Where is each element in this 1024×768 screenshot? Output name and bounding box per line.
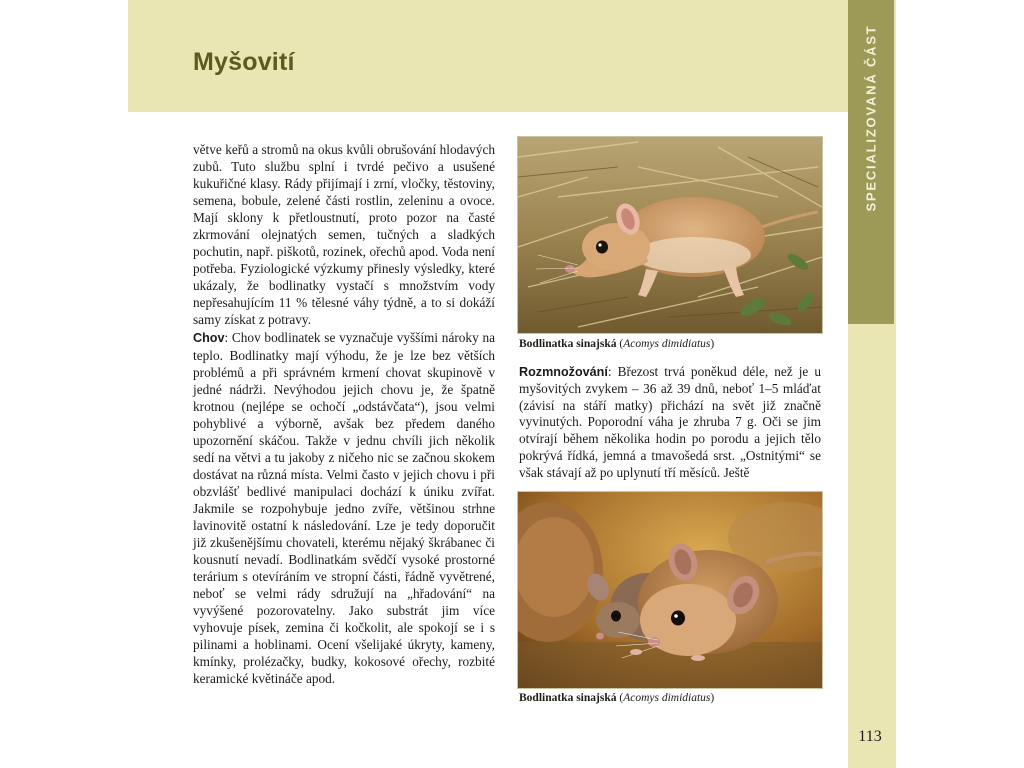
header-band [128,0,848,112]
caption-1-name: Bodlinatka sinajská [519,338,617,350]
book-page [128,0,896,768]
rozmnozovani-text: : Březost trvá poněkud déle, než je u myšovitých zvykem – 36 až 39 dnů, neboť 1–5 mláďat (závisí na stáří matky) přichází na svět již značně vyvinutých. Poporodní váha je zhruba 7 g. Oči se jim otvírají během několika hodin po porodu a jejich tělo pokrývá řídká, jemná a tmavošedá srst. „Ostnitými“ se však stávají až po uplynutí tří měsíců. Ještě [519,364,821,480]
photo-spiny-mouse-on-hay [517,136,823,334]
chov-heading: Chov [193,330,225,345]
section-label: SPECIALIZOVANÁ ČÁST [863,24,879,212]
caption-1-latin: Acomys dimidiatus [623,338,711,350]
chov-paragraph [193,329,495,688]
caption-2-name: Bodlinatka sinajská [519,692,617,704]
page-number: 113 [858,728,882,745]
mouse-photo-2-illustration [518,492,822,688]
intro-paragraph: větve keřů a stromů na okus kvůli obrušování hlodavých zubů. Tuto službu splní i tvrdé pečivo a usušené kukuřičné klasy. Rády přijímají i zrní, vločky, těstoviny, semena, bobule, zelené části rostlin, zeleninu a ovoce. Mají sklony k přetloustnutí, proto pozor na časté zkrmování olejnatých semen, tučných a sladkých pochutin, např. piškotů, rozinek, ořechů apod. Voda není potřeba. Fyziologické výzkumy přinesly výsledky, které ukázaly, že bodlinatky vystačí s množstvím vody nepřesahujícím 11 % tělesné váhy týdně, a to si dokáží samy získat z potravy. [193,142,495,328]
section-tab [848,0,894,324]
page-title: Myšovití [193,48,295,76]
caption-2-latin: Acomys dimidiatus [623,692,711,704]
right-column [519,364,821,482]
mouse-photo-1-illustration [518,137,822,333]
rozmnozovani-paragraph [519,364,821,482]
left-column [193,141,495,688]
figure-caption-1: Bodlinatka sinajská (Acomys dimidiatus) [519,338,715,350]
photo-spiny-mice-group [517,491,823,689]
side-strip [848,0,896,768]
figure-caption-2: Bodlinatka sinajská (Acomys dimidiatus) [519,692,715,704]
rozmnozovani-heading: Rozmnožování [519,365,608,379]
chov-text: : Chov bodlinatek se vyznačuje vyššími nároky na teplo. Bodlinatky mají výhodu, že je lze bez větších problémů a při správném krmení chovat skupinově v jedné nádrži. Nevýhodou jejich chovu je, že špatně krotnou (nejlépe se ochočí „odstávčata“), jsou velmi pohyblivé a výborně, avšak bez předem daného upozornění skáčou. Takže v jednu chvíli jich několik sedí na větvi a tu jakoby z ničeho nic se začnou skokem dostávat na různá místa. Velmi často v jejich chovu i při obzvlášť bedlivé manipulaci dochází k úniku zvířat. Jakmile se rozpohybuje jedno zvíře, většinou strhne lavinovitě ostatní k následování. Lze je tedy doporučit již zkušenějšímu chovateli, kterému nějaký škrábanec či kousnutí nevadí. Bodlinatkám svědčí vysoké prostorné terárium s otevíráním ve stropní části, řádně vyvětrené, neboť se velmi rády sdružují na „hřadování“ na vyvýšené pozorovatelny. Jako substrát jim více vyhovuje písek, zemina či kočkolit, ale spokojí se i s pilinami a hoblinami. Ocení všelijaké úkryty, kameny, kmínky, prolézačky, budky, kokosové ořechy, rozbité keramické květináče apod. [193,329,495,687]
